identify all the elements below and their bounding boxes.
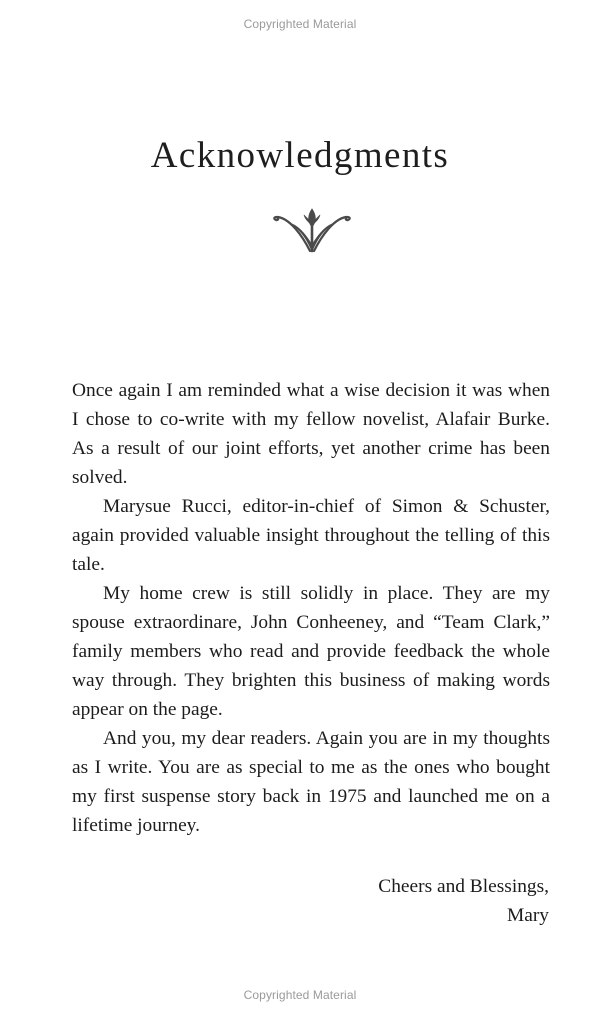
- signoff-name: Mary: [506, 905, 549, 926]
- copyright-watermark-top: Copyrighted Material: [243, 17, 357, 31]
- paragraph-1: Once again I am reminded what a wise decision it was when I chose to co-write with my fellow novelist, Alafair Burke. As a result of our joint efforts, yet another crime has been solved.: [72, 380, 550, 488]
- acknowledgments-body: [72, 376, 550, 840]
- paragraph-3: My home crew is still solidly in place. They are my spouse extraordinare, John Conheeney, and “Team Clark,” family members who read and provide feedback the whole way through. They brighten this business of making words appear on the page.: [72, 583, 550, 720]
- paragraph-4: And you, my dear readers. Again you are in my thoughts as I write. You are as special to me as the ones who bought my first suspense story back in 1975 and launched me on a lifetime journey.: [72, 728, 550, 836]
- signoff: [378, 872, 549, 930]
- paragraph-2: Marysue Rucci, editor-in-chief of Simon & Schuster, again provided valuable insight throughout the telling of this tale.: [72, 496, 550, 575]
- signoff-closing: Cheers and Blessings,: [378, 876, 549, 897]
- copyright-watermark-bottom: Copyrighted Material: [243, 988, 357, 1002]
- fleuron-ornament-icon: [272, 205, 352, 255]
- page-title: Acknowledgments: [150, 135, 450, 176]
